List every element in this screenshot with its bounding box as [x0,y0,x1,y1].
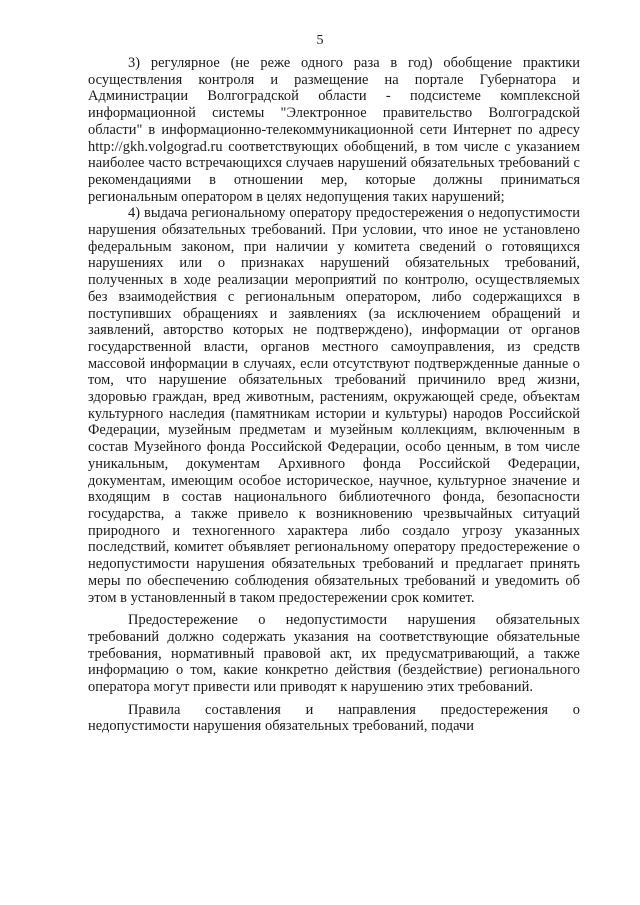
paragraph-item-3-monitoring: 3) регулярное (не реже одного раза в год) обобщение практики осуществления контроля и размещение на портале Губернатора и Администрации Волгоградской области - подсистеме комплексной информационной системы "Электронное правительство Волгоградской области" в информационно-телекоммуникационной сети Интернет по адресу http://gkh.volgograd.ru соответствующих обобщений, в том числе с указанием наиболее часто встречающихся случаев нарушений обязательных требований с рекомендациями в отношении мер, которые должны приниматься региональным оператором в целях недопущения таких нарушений; [88,55,580,205]
document-body [88,55,580,735]
paragraph-rules-start: Правила составления и направления предостережения о недопустимости нарушения обязательных требований, подачи [88,701,580,735]
paragraph-warning-content: Предостережение о недопустимости нарушения обязательных требований должно содержать указания на соответствующие обязательные требования, нормативный правовой акт, их предусматривающий, а также информацию о том, какие конкретно действия (бездействие) регионального оператора могут привести или приводят к нарушению этих требований. [88,612,580,696]
page-number: 5 [316,33,324,48]
paragraph-item-4-warning: 4) выдача региональному оператору предостережения о недопустимости нарушения обязательных требований. При условии, что иное не установлено федеральным законом, при наличии у комитета сведений о готовящихся нарушениях или о признаках нарушений обязательных требований, полученных в ходе реализации мероприятий по контролю, осуществляемых без взаимодействия с региональным оператором, либо содержащихся в поступивших обращениях и заявлениях (за исключением обращений и заявлений, авторство которых не подтверждено), информации от органов государственной власти, органов местного самоуправления, из средств массовой информации в случаях, если отсутствуют подтвержденные данные о том, что нарушение обязательных требований причинило вред жизни, здоровью граждан, вред животным, растениям, окружающей среде, объектам культурного наследия (памятникам истории и культуры) народов Российской Федерации, музейным предметам и музейным коллекциям, включенным в состав Музейного фонда Российской Федерации, особо ценным, в том числе уникальным, документам Архивного фонда Российской Федерации, документам, имеющим особое историческое, научное, культурное значение и входящим в состав национального библиотечного фонда, безопасности государства, а также привело к возникновению чрезвычайных ситуаций природного и техногенного характера либо создало угрозу указанных последствий, комитет объявляет региональному оператору предостережение о недопустимости нарушения обязательных требований и предлагает принять меры по обеспечению соблюдения обязательных требований и уведомить об этом в установленный в таком предостережении срок комитет. [88,205,580,606]
